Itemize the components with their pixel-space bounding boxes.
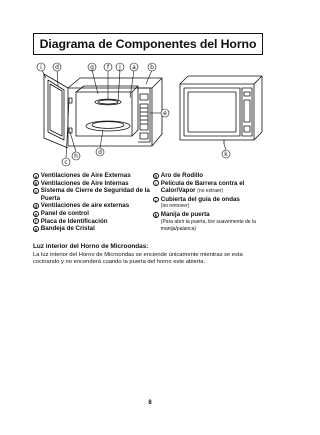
legend-item	[33, 202, 151, 210]
legend-item-note: (Para abrir la puerta, tire suavemente de la manija/palanca)	[160, 218, 256, 233]
letter-badge: g	[34, 226, 38, 232]
callout-a-label: a	[132, 64, 136, 71]
page-number: 8	[148, 400, 152, 406]
letter-badge: f	[33, 218, 39, 224]
legend-item-label: Ventilaciones de aire externas	[40, 202, 130, 210]
callout-d-top-label: d	[55, 64, 59, 71]
callout-e-label: e	[163, 110, 167, 117]
callout-a	[130, 63, 138, 71]
legend-item	[33, 225, 151, 233]
legend-item	[33, 172, 151, 180]
callout-d-bottom-label: d	[98, 149, 102, 156]
callout-c	[62, 158, 70, 166]
legend-item-label: Placa de Identificación	[40, 217, 108, 225]
letter-badge: k	[154, 212, 158, 218]
legend-item-label: Sistema de Cierre de Seguridad de la Puerta	[40, 187, 150, 202]
callout-e	[161, 109, 169, 117]
callout-k	[222, 150, 230, 158]
title-box	[33, 33, 263, 55]
legend-item-text: Cubierta del guía de ondas	[160, 195, 240, 203]
legend-item-note: (no extraer)	[197, 188, 224, 195]
letter-badge: d	[34, 204, 38, 210]
legend-item-label: Aro de Rodillo	[160, 172, 204, 179]
letter-badge: j	[153, 197, 159, 203]
callout-c-label: c	[64, 159, 68, 166]
callout-k-label: k	[224, 151, 228, 158]
legend-item	[153, 180, 271, 196]
legend-item	[153, 172, 271, 180]
legend-item-text: Manija de puerta	[160, 210, 210, 218]
callout-f-label: f	[106, 64, 110, 71]
callout-f	[104, 63, 112, 71]
letter-badge: e	[34, 211, 38, 217]
page-title: Diagrama de Componentes del Horno	[39, 37, 257, 51]
legend-item-label	[161, 211, 271, 234]
open-oven-illustration	[44, 74, 162, 148]
legend-right-column	[153, 172, 271, 234]
closed-oven-illustration	[180, 76, 262, 144]
letter-badge: i	[153, 180, 159, 186]
legend-item-text: Película de Barrera contra el Calor/Vapor	[160, 179, 245, 195]
leader-lines	[42, 70, 226, 158]
legend-item	[153, 211, 271, 234]
callout-d-top	[53, 63, 61, 71]
legend-item-label	[161, 196, 240, 211]
callout-d-bottom	[96, 148, 104, 156]
callout-g-label: g	[90, 64, 94, 71]
letter-badge: a	[34, 173, 38, 179]
letter-badge: b	[34, 181, 38, 187]
letter-badge: h	[154, 173, 158, 179]
callout-g	[88, 63, 96, 71]
callout-j	[116, 63, 124, 71]
legend-item	[33, 218, 151, 226]
legend-item-label: Panel de control	[40, 209, 89, 217]
callout-h	[72, 152, 80, 160]
letter-badge: c	[34, 188, 38, 194]
legend-item-label: Ventilaciones de Aire Externas	[40, 172, 131, 179]
legend-item-note: (no remover)	[160, 203, 190, 210]
callout-j-label: j	[119, 64, 121, 71]
callout-i-label: i	[40, 64, 42, 71]
legend-item	[33, 180, 151, 188]
legend-left-column	[33, 172, 151, 233]
interior-light-heading: Luz interior del Horno de Microondas:	[33, 243, 149, 250]
callout-b	[148, 63, 156, 71]
legend-item	[33, 210, 151, 218]
oven-diagram	[28, 58, 272, 170]
interior-light-text: La luz interior del Horno de Microondas se enciende únicamente mientras se esta cocinando y no encenderá cuando la puerta del horno este abierta.	[33, 252, 243, 266]
legend-item-label	[161, 180, 271, 196]
callout-h-label: h	[74, 153, 78, 160]
callout-i	[37, 63, 45, 71]
legend-item	[153, 196, 271, 211]
callout-b-label: b	[150, 64, 154, 71]
legend-item-label: Ventilaciones de Aire Internas	[40, 179, 129, 187]
legend-item-label: Bandeja de Cristal	[40, 225, 95, 233]
legend-item	[33, 187, 151, 202]
